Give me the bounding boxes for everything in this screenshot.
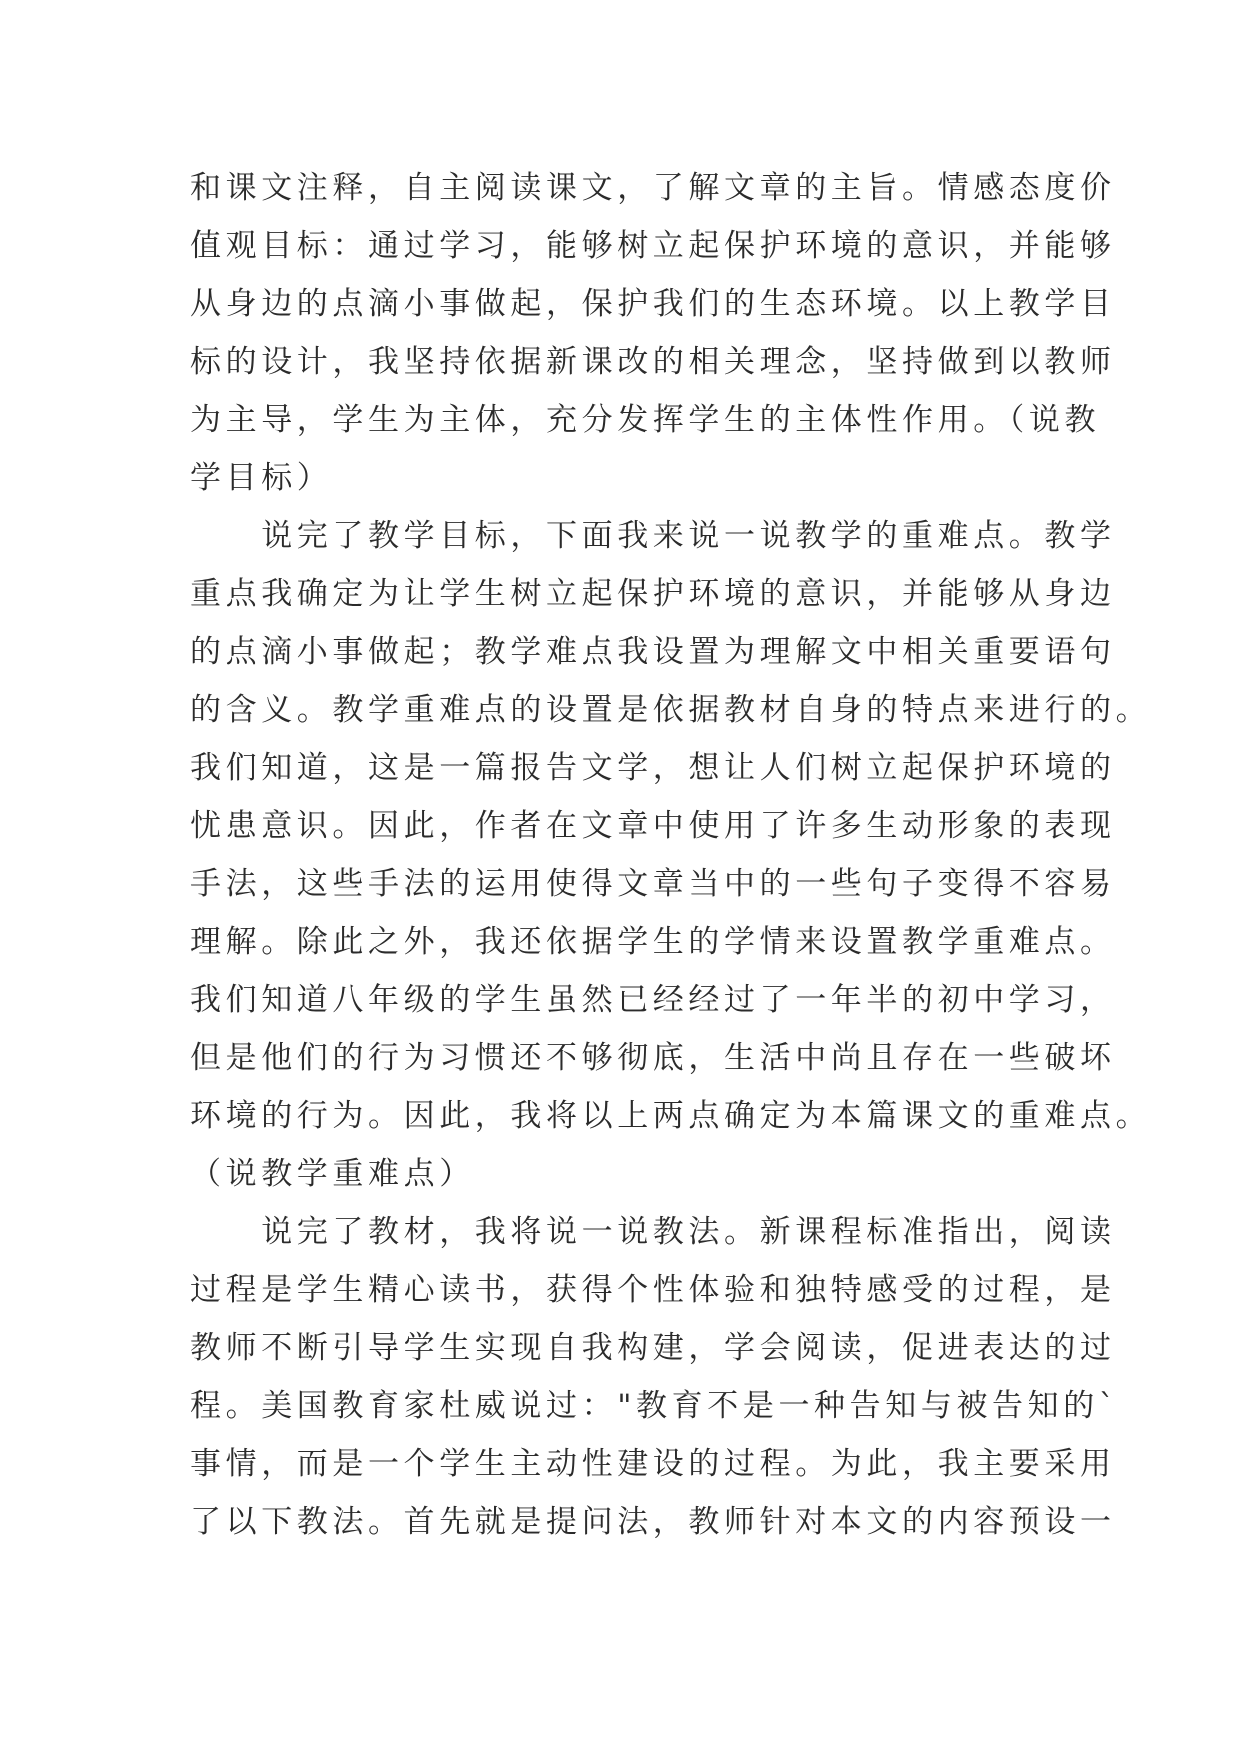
text-line: 理解。除此之外，我还依据学生的学情来设置教学重难点。 [190, 924, 1116, 960]
text-line: 的含义。教学重难点的设置是依据教材自身的特点来进行的。 [190, 692, 1152, 728]
text-line: 程。美国教育家杜威说过："教育不是一种告知与被告知的` [190, 1388, 1119, 1424]
paragraph-teaching-objectives [190, 159, 1116, 507]
body-text [190, 159, 1152, 1551]
text-line: 为主导，学生为主体，充分发挥学生的主体性作用。（说教 [190, 402, 1101, 438]
paragraph-key-difficult-points [190, 507, 1152, 1203]
text-line: 过程是学生精心读书，获得个性体验和独特感受的过程，是 [190, 1272, 1116, 1308]
text-line: 忧患意识。因此，作者在文章中使用了许多生动形象的表现 [190, 808, 1116, 844]
text-line: 重点我确定为让学生树立起保护环境的意识，并能够从身边 [190, 576, 1116, 612]
text-line: （说教学重难点） [190, 1156, 475, 1192]
text-line: 我们知道八年级的学生虽然已经经过了一年半的初中学习， [190, 982, 1116, 1018]
text-line: 教师不断引导学生实现自我构建，学会阅读，促进表达的过 [190, 1330, 1116, 1366]
text-line: 标的设计，我坚持依据新课改的相关理念，坚持做到以教师 [190, 344, 1116, 380]
text-line: 了以下教法。首先就是提问法，教师针对本文的内容预设一 [190, 1504, 1116, 1540]
text-line: 和课文注释，自主阅读课文，了解文章的主旨。情感态度价 [190, 170, 1116, 206]
text-line: 但是他们的行为习惯还不够彻底，生活中尚且存在一些破坏 [190, 1040, 1116, 1076]
text-line: 我们知道，这是一篇报告文学，想让人们树立起保护环境的 [190, 750, 1116, 786]
text-line: 说完了教材，我将说一说教法。新课程标准指出，阅读 [190, 1214, 1116, 1250]
text-line: 事情，而是一个学生主动性建设的过程。为此，我主要采用 [190, 1446, 1116, 1482]
text-line: 的点滴小事做起；教学难点我设置为理解文中相关重要语句 [190, 634, 1116, 670]
text-line: 从身边的点滴小事做起，保护我们的生态环境。以上教学目 [190, 286, 1116, 322]
text-line: 环境的行为。因此，我将以上两点确定为本篇课文的重难点。 [190, 1098, 1152, 1134]
paragraph-teaching-methods [190, 1203, 1119, 1551]
text-line: 手法，这些手法的运用使得文章当中的一些句子变得不容易 [190, 866, 1116, 902]
text-line: 学目标） [190, 460, 333, 496]
text-line: 值观目标：通过学习，能够树立起保护环境的意识，并能够 [190, 228, 1116, 264]
text-line: 说完了教学目标，下面我来说一说教学的重难点。教学 [190, 518, 1116, 554]
